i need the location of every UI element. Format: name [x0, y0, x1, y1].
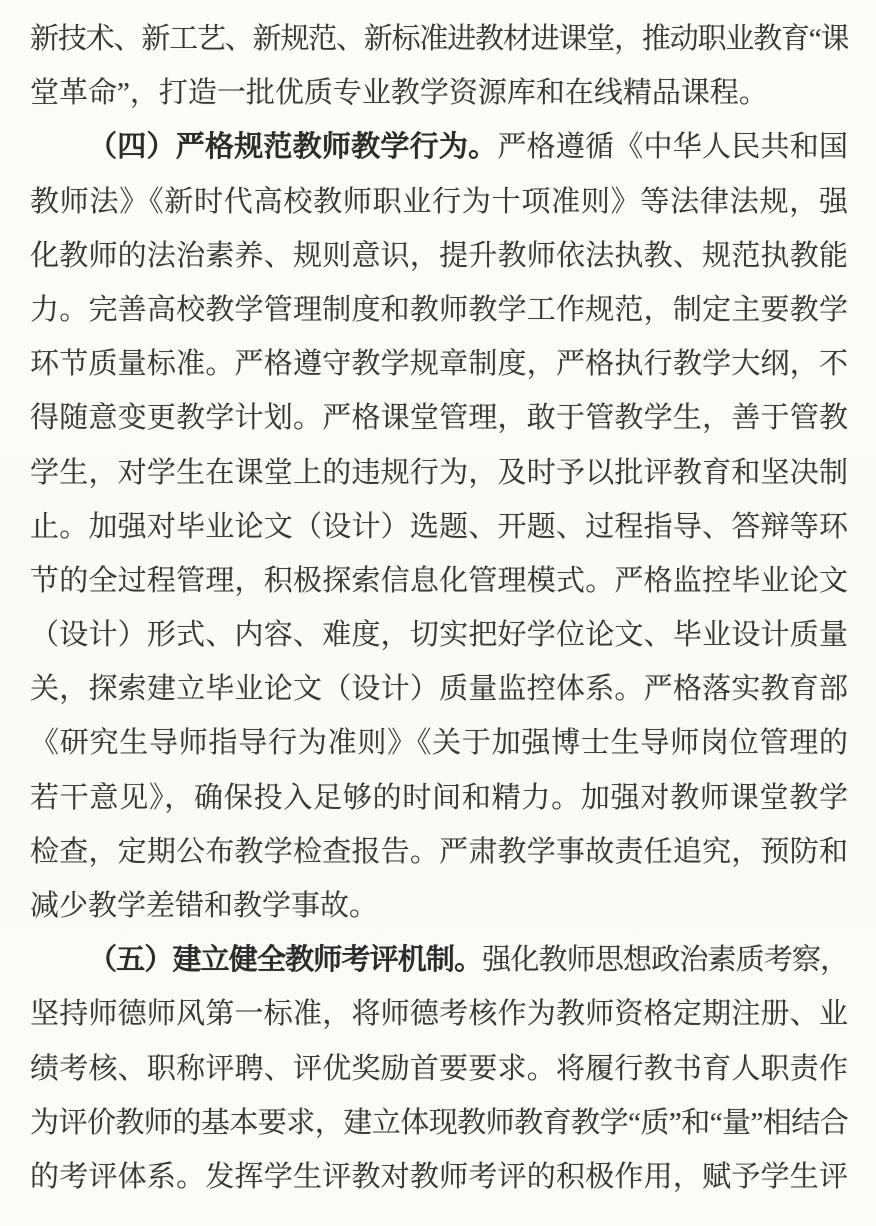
text-line: 力。完善高校教学管理制度和教师教学工作规范，制定主要教学: [30, 293, 848, 326]
text-line: 节的全过程管理，积极探索信息化管理模式。严格监控毕业论文: [30, 564, 848, 597]
text-line: 新技术、新工艺、新规范、新标准进教材进课堂，推动职业教育“课: [30, 23, 848, 55]
text-line: 坚持师德师风第一标准，将师德考核作为教师资格定期注册、业: [30, 998, 848, 1031]
text-line: 若干意见》，确保投入足够的时间和精力。加强对教师课堂教学: [30, 781, 848, 814]
text-line: 环节质量标准。严格遵守教学规章制度，严格执行教学大纲，不: [30, 348, 848, 381]
text-line: [30, 933, 848, 987]
text-line: 堂革命”，打造一批优质专业教学资源库和在线精品课程。: [30, 77, 768, 110]
text-line: 化教师的法治素养、规则意识，提升教师依法执教、规范执教能: [30, 239, 848, 272]
text-line: 绩考核、职称评聘、评优奖励首要要求。将履行教书育人职责作: [30, 1052, 848, 1085]
text-line: 减少教学差错和教学事故。: [30, 890, 379, 922]
text-line: 学生，对学生在课堂上的违规行为，及时予以批评教育和坚决制: [30, 456, 848, 489]
line-text: 强化教师思想政治素质考察，: [482, 944, 848, 977]
text-line: 为评价教师的基本要求，建立体现教师教育教学“质”和“量”相结合: [30, 1106, 848, 1139]
text-line: 关，探索建立毕业论文（设计）质量监控体系。严格落实教育部: [30, 673, 848, 706]
text-line: 检查，定期公布教学检查报告。严肃教学事故责任追究，预防和: [30, 835, 848, 868]
text-line: [30, 120, 848, 174]
line-text: 严格遵循《中华人民共和国: [497, 131, 848, 164]
text-line: 教师法》《新时代高校教师职业行为十项准则》等法律法规，强: [30, 185, 848, 218]
text-line: 《研究生导师指导行为准则》《关于加强博士生导师岗位管理的: [30, 727, 848, 760]
text-line: 止。加强对毕业论文（设计）选题、开题、过程指导、答辩等环: [30, 510, 848, 543]
section-heading: （四）严格规范教师教学行为。: [88, 131, 498, 164]
text-line: 得随意变更教学计划。严格课堂管理，敢于管教学生，善于管教: [30, 402, 848, 435]
section-heading: （五）建立健全教师考评机制。: [88, 944, 483, 977]
text-line: 的考评体系。发挥学生评教对教师考评的积极作用，赋予学生评: [30, 1160, 848, 1193]
text-line: （设计）形式、内容、难度，切实把好学位论文、毕业设计质量: [30, 619, 848, 652]
